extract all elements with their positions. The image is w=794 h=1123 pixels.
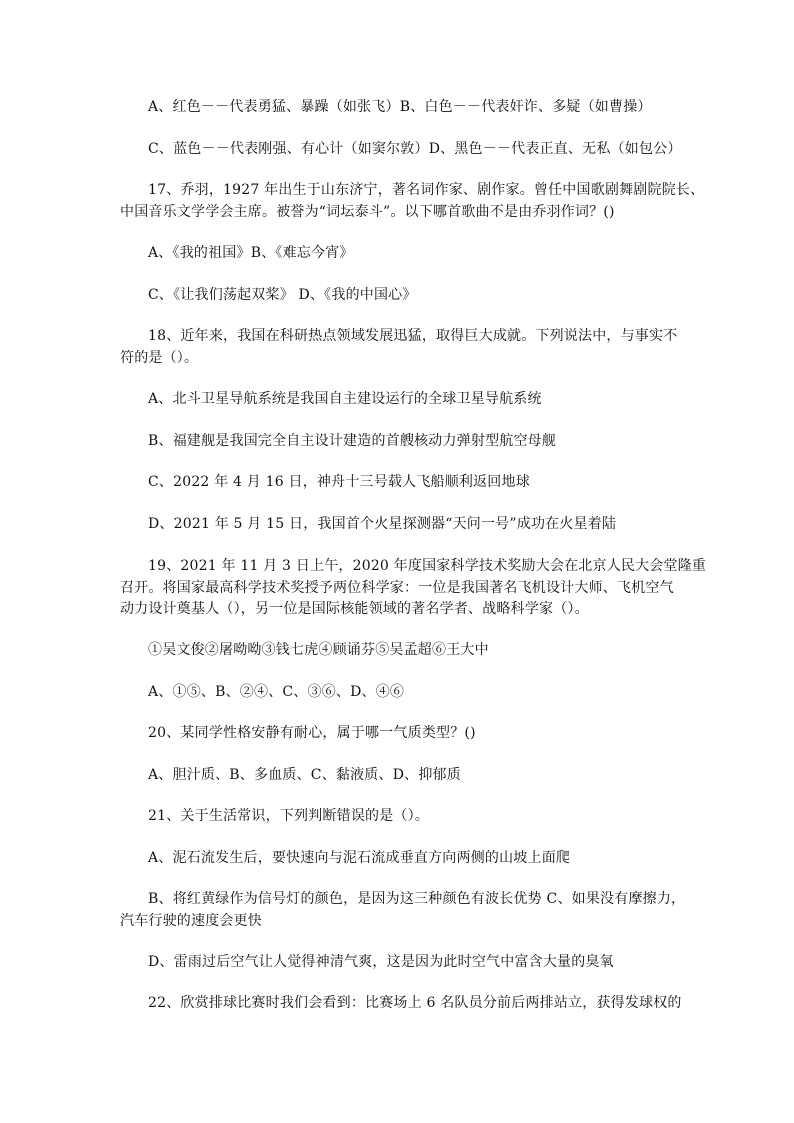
- question-20-line: 20、某同学性格安静有耐心，属于哪一气质类型？(): [148, 725, 476, 741]
- option-line-blue-black: C、蓝色－－代表刚强、有心计（如窦尔敦）D、黑色－－代表正直、无私（如包公）: [148, 141, 682, 157]
- question-17-options-ab: A、《我的祖国》B、《难忘今宵》: [148, 245, 354, 261]
- question-18-option-c: C、2022 年 4 月 16 日，神舟十三号载人飞船顺利返回地球: [148, 474, 530, 490]
- question-20-options: A、胆汁质、B、多血质、C、黏液质、D、抑郁质: [148, 767, 461, 783]
- question-18-option-b: B、福建舰是我国完全自主设计建造的首艘核动力弹射型航空母舰: [148, 433, 557, 449]
- question-21-option-b-c: B、将红黄绿作为信号灯的颜色，是因为这三种颜色有波长优势 C、如果没有摩擦力，: [148, 891, 686, 907]
- question-21-option-d: D、雷雨过后空气让人觉得神清气爽，这是因为此时空气中富含大量的臭氧: [148, 954, 614, 970]
- question-18-line-2: 符的是（）。: [120, 350, 199, 366]
- question-18-option-a: A、北斗卫星导航系统是我国自主建设运行的全球卫星导航系统: [148, 391, 542, 407]
- question-21-line: 21、关于生活常识，下列判断错误的是（）。: [148, 808, 430, 824]
- question-17-options-cd: C、《让我们荡起双桨》 D、《我的中国心》: [148, 287, 417, 303]
- question-17-line-2: 中国音乐文学学会主席。被誉为“词坛泰斗”。以下哪首歌曲不是由乔羽作词？(): [120, 204, 615, 220]
- question-18-option-d: D、2021 年 5 月 15 日，我国首个火星探测器“天问一号”成功在火星着陆: [148, 516, 617, 532]
- question-19-line-3: 动力设计奠基人（），另一位是国际核能领域的著名学者、战略科学家（）。: [120, 601, 589, 617]
- option-line-red-white: A、红色－－代表勇猛、暴躁（如张飞）B、白色－－代表奸诈、多疑（如曹操）: [148, 99, 652, 115]
- question-17-line-1: 17、乔羽，1927 年出生于山东济宁，著名词作家、剧作家。曾任中国歌剧舞剧院院长、: [148, 182, 705, 198]
- question-18-line-1: 18、近年来，我国在科研热点领域发展迅猛，取得巨大成就。下列说法中，与事实不: [148, 328, 678, 344]
- question-19-line-2: 召开。将国家最高科学技术奖授予两位科学家：一位是我国著名飞机设计大师、飞机空气: [120, 580, 674, 596]
- question-21-option-c-cont: 汽车行驶的速度会更快: [120, 913, 262, 929]
- question-19-candidates: ①吴文俊②屠呦呦③钱七虎④顾诵芬⑤吴孟超⑥王大中: [148, 642, 489, 658]
- question-21-option-a: A、泥石流发生后，要快速向与泥石流成垂直方向两侧的山坡上面爬: [148, 850, 571, 866]
- question-22-line-1: 22、欣赏排球比赛时我们会看到：比赛场上 6 名队员分前后两排站立，获得发球权的: [148, 995, 682, 1011]
- question-19-line-1: 19、2021 年 11 月 3 日上午，2020 年度国家科学技术奖励大会在北京人民大会堂隆重: [148, 558, 707, 574]
- question-19-options: A、①⑤、B、②④、C、③⑥、D、④⑥: [148, 684, 405, 700]
